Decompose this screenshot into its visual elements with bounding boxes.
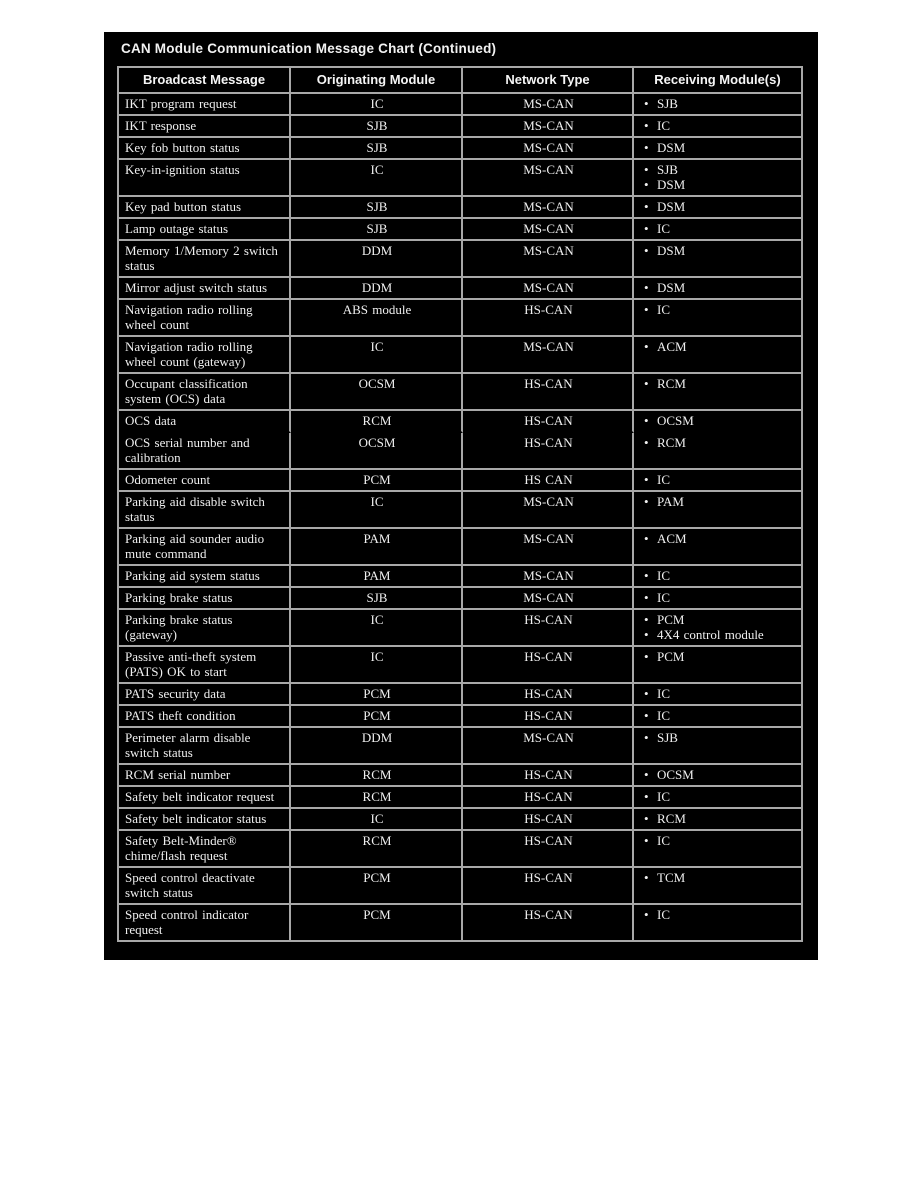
table-row — [119, 374, 801, 411]
receiver-item — [644, 376, 797, 391]
column-header-originating-module: Originating Module — [291, 68, 463, 94]
cell-originating-module: IC — [291, 647, 463, 684]
receiver-item — [644, 162, 797, 177]
cell-network-type: MS-CAN — [463, 241, 634, 278]
bullet-icon: • — [644, 221, 649, 236]
table-row — [119, 160, 801, 197]
cell-broadcast-message: Safety Belt-Minder® chime/flash request — [119, 831, 291, 868]
receiver-label: OCSM — [657, 413, 694, 428]
cell-originating-module: DDM — [291, 728, 463, 765]
cell-broadcast-message: Key pad button status — [119, 197, 291, 219]
table-body — [119, 94, 801, 940]
cell-originating-module: SJB — [291, 116, 463, 138]
receiver-label: SJB — [657, 730, 678, 745]
bullet-icon: • — [644, 708, 649, 723]
bullet-icon: • — [644, 494, 649, 509]
receiver-label: DSM — [657, 199, 686, 214]
bullet-icon: • — [644, 280, 649, 295]
table-row — [119, 411, 801, 433]
cell-receiving-modules — [634, 374, 801, 411]
cell-originating-module: RCM — [291, 831, 463, 868]
cell-receiving-modules — [634, 529, 801, 566]
cell-originating-module: IC — [291, 809, 463, 831]
receiver-item — [644, 140, 797, 155]
cell-broadcast-message: Lamp outage status — [119, 219, 291, 241]
cell-broadcast-message: Key fob button status — [119, 138, 291, 160]
cell-originating-module: DDM — [291, 241, 463, 278]
cell-broadcast-message: Perimeter alarm disable switch status — [119, 728, 291, 765]
bullet-icon: • — [644, 531, 649, 546]
table-row — [119, 219, 801, 241]
cell-broadcast-message: OCS serial number and calibration — [119, 433, 291, 470]
receiver-label: IC — [657, 833, 670, 848]
bullet-icon: • — [644, 302, 649, 317]
cell-network-type: HS-CAN — [463, 787, 634, 809]
cell-receiving-modules — [634, 470, 801, 492]
bullet-icon: • — [644, 243, 649, 258]
cell-broadcast-message: Mirror adjust switch status — [119, 278, 291, 300]
cell-originating-module: SJB — [291, 219, 463, 241]
bullet-icon: • — [644, 568, 649, 583]
cell-receiving-modules — [634, 787, 801, 809]
receiver-item — [644, 789, 797, 804]
table-row — [119, 831, 801, 868]
table-header — [119, 68, 801, 94]
cell-broadcast-message: Speed control indicator request — [119, 905, 291, 940]
can-message-table — [117, 66, 803, 942]
cell-receiving-modules — [634, 765, 801, 787]
cell-receiving-modules — [634, 566, 801, 588]
receiver-item — [644, 686, 797, 701]
cell-network-type: HS-CAN — [463, 765, 634, 787]
cell-broadcast-message: Safety belt indicator request — [119, 787, 291, 809]
cell-network-type: HS-CAN — [463, 831, 634, 868]
cell-broadcast-message: IKT response — [119, 116, 291, 138]
cell-receiving-modules — [634, 337, 801, 374]
table-row — [119, 529, 801, 566]
receiver-item — [644, 708, 797, 723]
bullet-icon: • — [644, 96, 649, 111]
cell-network-type: MS-CAN — [463, 337, 634, 374]
cell-network-type: MS-CAN — [463, 197, 634, 219]
cell-broadcast-message: PATS theft condition — [119, 706, 291, 728]
receiver-label: DSM — [657, 140, 686, 155]
header-row — [119, 68, 801, 94]
bullet-icon: • — [644, 177, 649, 192]
receiver-item — [644, 833, 797, 848]
cell-network-type: HS-CAN — [463, 868, 634, 905]
cell-broadcast-message: Parking brake status — [119, 588, 291, 610]
receiver-item — [644, 413, 797, 428]
cell-broadcast-message: IKT program request — [119, 94, 291, 116]
cell-originating-module: IC — [291, 337, 463, 374]
bullet-icon: • — [644, 870, 649, 885]
receiver-label: IC — [657, 590, 670, 605]
table-row — [119, 684, 801, 706]
cell-originating-module: IC — [291, 94, 463, 116]
receiver-label: ACM — [657, 531, 687, 546]
cell-receiving-modules — [634, 433, 801, 470]
bullet-icon: • — [644, 199, 649, 214]
receiver-label: IC — [657, 907, 670, 922]
table-row — [119, 610, 801, 647]
receiver-label: IC — [657, 568, 670, 583]
bullet-icon: • — [644, 162, 649, 177]
cell-originating-module: IC — [291, 610, 463, 647]
cell-receiving-modules — [634, 278, 801, 300]
receiver-item — [644, 870, 797, 885]
receiver-item — [644, 612, 797, 627]
bullet-icon: • — [644, 789, 649, 804]
table-row — [119, 300, 801, 337]
cell-broadcast-message: Occupant classification system (OCS) data — [119, 374, 291, 411]
cell-network-type: MS-CAN — [463, 588, 634, 610]
bullet-icon: • — [644, 907, 649, 922]
cell-receiving-modules — [634, 809, 801, 831]
cell-originating-module: IC — [291, 492, 463, 529]
can-chart-panel — [104, 32, 818, 960]
table-row — [119, 905, 801, 940]
cell-broadcast-message: Parking aid sounder audio mute command — [119, 529, 291, 566]
receiver-label: IC — [657, 708, 670, 723]
cell-originating-module: SJB — [291, 588, 463, 610]
cell-broadcast-message: Parking aid disable switch status — [119, 492, 291, 529]
bullet-icon: • — [644, 413, 649, 428]
receiver-label: RCM — [657, 811, 686, 826]
cell-network-type: MS-CAN — [463, 138, 634, 160]
cell-receiving-modules — [634, 610, 801, 647]
receiver-label: PCM — [657, 649, 685, 664]
receiver-item — [644, 649, 797, 664]
cell-network-type: HS-CAN — [463, 374, 634, 411]
cell-originating-module: RCM — [291, 411, 463, 433]
cell-broadcast-message: PATS security data — [119, 684, 291, 706]
cell-receiving-modules — [634, 241, 801, 278]
cell-broadcast-message: Parking brake status (gateway) — [119, 610, 291, 647]
cell-network-type: HS-CAN — [463, 684, 634, 706]
cell-receiving-modules — [634, 831, 801, 868]
cell-receiving-modules — [634, 411, 801, 433]
cell-receiving-modules — [634, 492, 801, 529]
receiver-item — [644, 339, 797, 354]
receiver-label: ACM — [657, 339, 687, 354]
cell-network-type: HS-CAN — [463, 647, 634, 684]
cell-originating-module: PCM — [291, 868, 463, 905]
receiver-item — [644, 627, 797, 642]
cell-network-type: HS-CAN — [463, 300, 634, 337]
column-header-network-type: Network Type — [463, 68, 634, 94]
bullet-icon: • — [644, 627, 649, 642]
receiver-item — [644, 568, 797, 583]
cell-receiving-modules — [634, 706, 801, 728]
table-row — [119, 728, 801, 765]
bullet-icon: • — [644, 590, 649, 605]
cell-network-type: MS-CAN — [463, 728, 634, 765]
cell-receiving-modules — [634, 728, 801, 765]
chart-title: CAN Module Communication Message Chart (Continued) — [121, 41, 497, 56]
cell-originating-module: OCSM — [291, 374, 463, 411]
cell-broadcast-message: Key-in-ignition status — [119, 160, 291, 197]
cell-originating-module: ABS module — [291, 300, 463, 337]
cell-originating-module: SJB — [291, 197, 463, 219]
table-row — [119, 241, 801, 278]
cell-network-type: MS-CAN — [463, 94, 634, 116]
bullet-icon: • — [644, 767, 649, 782]
cell-network-type: MS-CAN — [463, 529, 634, 566]
cell-originating-module: RCM — [291, 787, 463, 809]
bullet-icon: • — [644, 376, 649, 391]
cell-originating-module: PCM — [291, 706, 463, 728]
receiver-item — [644, 590, 797, 605]
cell-network-type: MS-CAN — [463, 566, 634, 588]
cell-receiving-modules — [634, 684, 801, 706]
receiver-item — [644, 199, 797, 214]
cell-originating-module: PAM — [291, 566, 463, 588]
cell-originating-module: IC — [291, 160, 463, 197]
cell-network-type: MS-CAN — [463, 160, 634, 197]
receiver-item — [644, 472, 797, 487]
cell-broadcast-message: Navigation radio rolling wheel count — [119, 300, 291, 337]
cell-originating-module: OCSM — [291, 433, 463, 470]
cell-broadcast-message: Odometer count — [119, 470, 291, 492]
table-row — [119, 787, 801, 809]
receiver-label: IC — [657, 118, 670, 133]
receiver-item — [644, 531, 797, 546]
table-row — [119, 138, 801, 160]
receiver-label: RCM — [657, 435, 686, 450]
receiver-item — [644, 302, 797, 317]
table-row — [119, 94, 801, 116]
column-header-broadcast-message: Broadcast Message — [119, 68, 291, 94]
cell-network-type: HS-CAN — [463, 411, 634, 433]
cell-broadcast-message: Parking aid system status — [119, 566, 291, 588]
cell-network-type: MS-CAN — [463, 278, 634, 300]
cell-receiving-modules — [634, 868, 801, 905]
cell-originating-module: PAM — [291, 529, 463, 566]
receiver-item — [644, 280, 797, 295]
cell-broadcast-message: Memory 1/Memory 2 switch status — [119, 241, 291, 278]
cell-originating-module: RCM — [291, 765, 463, 787]
bullet-icon: • — [644, 811, 649, 826]
cell-originating-module: PCM — [291, 470, 463, 492]
receiver-item — [644, 118, 797, 133]
receiver-label: IC — [657, 302, 670, 317]
cell-network-type: MS-CAN — [463, 219, 634, 241]
receiver-item — [644, 435, 797, 450]
receiver-item — [644, 767, 797, 782]
receiver-item — [644, 177, 797, 192]
receiver-item — [644, 96, 797, 111]
table-row — [119, 809, 801, 831]
table-row — [119, 706, 801, 728]
receiver-label: PCM — [657, 612, 685, 627]
table-row — [119, 116, 801, 138]
bullet-icon: • — [644, 730, 649, 745]
table-row — [119, 337, 801, 374]
cell-originating-module: SJB — [291, 138, 463, 160]
receiver-label: RCM — [657, 376, 686, 391]
cell-originating-module: DDM — [291, 278, 463, 300]
cell-receiving-modules — [634, 219, 801, 241]
receiver-label: PAM — [657, 494, 684, 509]
cell-receiving-modules — [634, 197, 801, 219]
receiver-label: SJB — [657, 162, 678, 177]
table-row — [119, 470, 801, 492]
cell-network-type: HS-CAN — [463, 610, 634, 647]
receiver-label: OCSM — [657, 767, 694, 782]
table-row — [119, 566, 801, 588]
receiver-label: IC — [657, 686, 670, 701]
table-row — [119, 765, 801, 787]
receiver-label: DSM — [657, 243, 686, 258]
cell-receiving-modules — [634, 588, 801, 610]
bullet-icon: • — [644, 435, 649, 450]
receiver-item — [644, 243, 797, 258]
cell-network-type: HS-CAN — [463, 905, 634, 940]
receiver-label: TCM — [657, 870, 686, 885]
cell-network-type: HS-CAN — [463, 809, 634, 831]
table-row — [119, 278, 801, 300]
cell-broadcast-message: OCS data — [119, 411, 291, 433]
cell-receiving-modules — [634, 647, 801, 684]
bullet-icon: • — [644, 649, 649, 664]
receiver-label: 4X4 control module — [657, 627, 764, 642]
cell-broadcast-message: Speed control deactivate switch status — [119, 868, 291, 905]
receiver-label: IC — [657, 472, 670, 487]
receiver-item — [644, 730, 797, 745]
receiver-label: DSM — [657, 280, 686, 295]
table-row — [119, 492, 801, 529]
bullet-icon: • — [644, 118, 649, 133]
table-row — [119, 197, 801, 219]
cell-broadcast-message: Navigation radio rolling wheel count (gateway) — [119, 337, 291, 374]
bullet-icon: • — [644, 612, 649, 627]
cell-receiving-modules — [634, 116, 801, 138]
cell-broadcast-message: Passive anti-theft system (PATS) OK to start — [119, 647, 291, 684]
cell-receiving-modules — [634, 300, 801, 337]
receiver-item — [644, 494, 797, 509]
receiver-item — [644, 221, 797, 236]
cell-network-type: MS-CAN — [463, 116, 634, 138]
bullet-icon: • — [644, 140, 649, 155]
table-row — [119, 433, 801, 470]
cell-broadcast-message: Safety belt indicator status — [119, 809, 291, 831]
cell-originating-module: PCM — [291, 905, 463, 940]
cell-broadcast-message: RCM serial number — [119, 765, 291, 787]
bullet-icon: • — [644, 686, 649, 701]
receiver-label: IC — [657, 221, 670, 236]
cell-receiving-modules — [634, 905, 801, 940]
table-row — [119, 647, 801, 684]
bullet-icon: • — [644, 472, 649, 487]
cell-receiving-modules — [634, 94, 801, 116]
bullet-icon: • — [644, 339, 649, 354]
bullet-icon: • — [644, 833, 649, 848]
column-header-receiving-modules: Receiving Module(s) — [634, 68, 801, 94]
cell-originating-module: PCM — [291, 684, 463, 706]
receiver-label: SJB — [657, 96, 678, 111]
receiver-item — [644, 907, 797, 922]
cell-network-type: HS CAN — [463, 470, 634, 492]
receiver-label: IC — [657, 789, 670, 804]
cell-network-type: HS-CAN — [463, 433, 634, 470]
cell-network-type: MS-CAN — [463, 492, 634, 529]
receiver-label: DSM — [657, 177, 686, 192]
cell-receiving-modules — [634, 160, 801, 197]
cell-receiving-modules — [634, 138, 801, 160]
table-row — [119, 868, 801, 905]
receiver-item — [644, 811, 797, 826]
cell-network-type: HS-CAN — [463, 706, 634, 728]
table-row — [119, 588, 801, 610]
